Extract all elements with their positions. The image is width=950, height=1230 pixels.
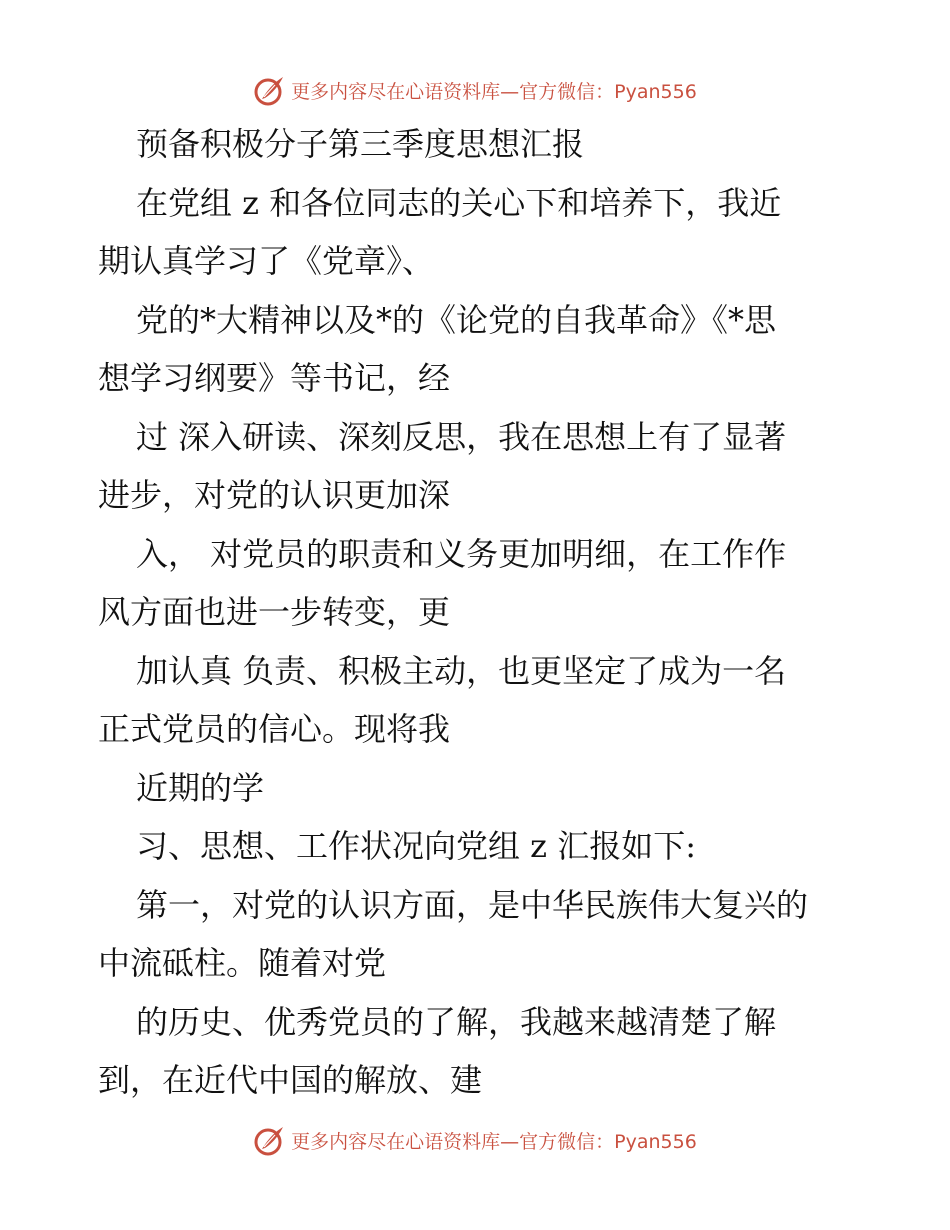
text-line: 入， 对党员的职责和义务更加明细，在工作作 bbox=[136, 534, 787, 573]
text-line: 风方面也进一步转变，更 bbox=[98, 593, 451, 631]
text-line: 正式党员的信心。现将我 bbox=[98, 710, 451, 748]
text-line: 进步，对党的认识更加深 bbox=[98, 476, 451, 514]
text-line: 过 深入研读、深刻反思，我在思想上有了显著 bbox=[136, 417, 787, 456]
document-title: 预备积极分子第三季度思想汇报 bbox=[136, 125, 585, 163]
text-line: 在党组 z 和各位同志的关心下和培养下，我近 bbox=[136, 183, 782, 222]
text-line: 第一，对党的认识方面，是中华民族伟大复兴的 bbox=[136, 885, 809, 924]
footer-banner-text: 更多内容尽在心语资料库—官方微信：Pyan556 bbox=[291, 1130, 697, 1153]
text-line: 中流砥柱。随着对党 bbox=[98, 944, 387, 982]
text-line: 期认真学习了《党章》、 bbox=[98, 242, 435, 280]
text-line: 习、思想、工作状况向党组 z 汇报如下: bbox=[136, 827, 696, 865]
text-line: 的历史、优秀党员的了解，我越来越清楚了解 bbox=[136, 1002, 777, 1041]
feather-pen-circle-icon bbox=[253, 73, 287, 107]
document-body bbox=[98, 115, 858, 1110]
text-line: 加认真 负责、积极主动，也更坚定了成为一名 bbox=[136, 651, 787, 690]
header-banner bbox=[0, 70, 950, 110]
header-banner-text: 更多内容尽在心语资料库—官方微信：Pyan556 bbox=[291, 80, 697, 103]
feather-pen-circle-icon bbox=[253, 1123, 287, 1157]
text-line: 到，在近代中国的解放、建 bbox=[98, 1061, 483, 1099]
text-line: 党的*大精神以及*的《论党的自我革命》《*思 bbox=[136, 300, 777, 339]
text-line: 想学习纲要》等书记，经 bbox=[98, 359, 451, 397]
text-line: 近期的学 bbox=[136, 768, 265, 807]
footer-banner bbox=[0, 1120, 950, 1160]
